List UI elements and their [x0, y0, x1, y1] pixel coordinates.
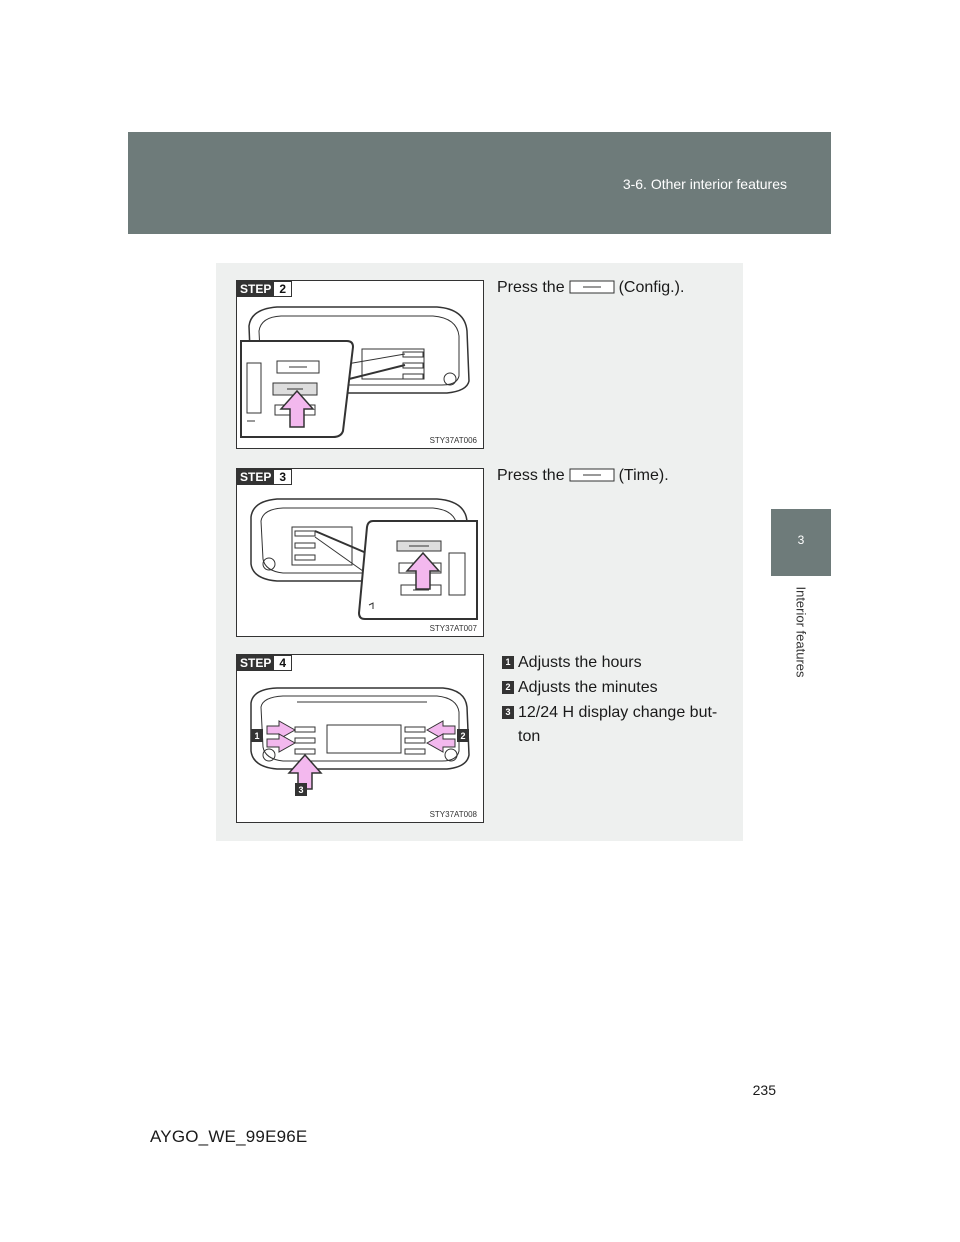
chapter-label: Interior features — [793, 586, 809, 678]
callout-3: 3 — [298, 785, 304, 795]
content-panel — [216, 263, 743, 841]
radio-illustration — [237, 281, 483, 448]
button-icon — [569, 280, 615, 294]
adjust-list — [502, 651, 732, 750]
figure-adjust — [236, 654, 484, 823]
figure-code: STY37AT007 — [429, 624, 477, 633]
figure-time — [236, 468, 484, 637]
figure-config — [236, 280, 484, 449]
radio-illustration — [237, 655, 483, 822]
chapter-tab — [771, 509, 831, 576]
step-badge: STEP 3 — [237, 469, 292, 485]
list-item: 3 12/24 H display change but-ton — [502, 701, 732, 749]
step-2-instruction: Press the (Config.). — [497, 279, 685, 296]
step-badge: STEP 4 — [237, 655, 292, 671]
header-band — [128, 132, 831, 234]
figure-code: STY37AT006 — [429, 436, 477, 445]
section-title: 3-6. Other interior features — [622, 176, 787, 192]
radio-illustration — [237, 469, 483, 636]
step-badge: STEP 2 — [237, 281, 292, 297]
page-number: 235 — [752, 1082, 776, 1098]
callout-1: 1 — [254, 731, 260, 741]
callout-2: 2 — [460, 731, 466, 741]
list-item: 2 Adjusts the minutes — [502, 676, 732, 700]
document-code: AYGO_WE_99E96E — [150, 1127, 308, 1146]
button-icon — [569, 468, 615, 482]
figure-code: STY37AT008 — [429, 810, 477, 819]
step-3-instruction: Press the (Time). — [497, 467, 669, 484]
chapter-number: 3 — [797, 533, 805, 547]
list-item: 1 Adjusts the hours — [502, 651, 732, 675]
